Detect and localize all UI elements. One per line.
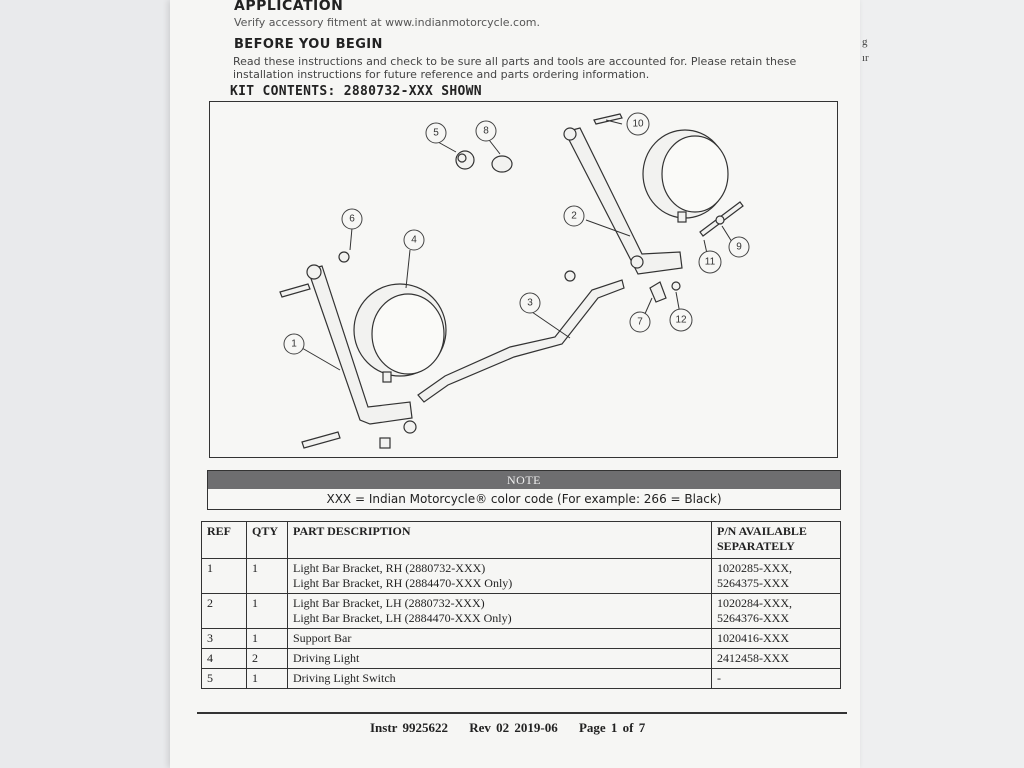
parts-table xyxy=(201,521,841,689)
note-heading: NOTE xyxy=(208,471,840,489)
cell-qty: 1 xyxy=(247,559,288,594)
driving-light-top-part xyxy=(643,130,728,222)
svg-text:1: 1 xyxy=(291,338,297,350)
svg-text:3: 3 xyxy=(527,297,533,309)
svg-text:4: 4 xyxy=(411,234,417,246)
table-row xyxy=(202,594,841,629)
callout-7 xyxy=(630,312,650,332)
svg-text:10: 10 xyxy=(632,118,644,130)
table-row xyxy=(202,669,841,689)
driving-light-left-part xyxy=(354,284,446,382)
cell-pn xyxy=(712,559,841,594)
callout-6 xyxy=(342,209,362,229)
callout-3 xyxy=(520,293,540,313)
note-box xyxy=(207,470,841,510)
callout-2 xyxy=(564,206,584,226)
pn-line: 1020285-XXX, xyxy=(717,561,792,575)
cell-pn: - xyxy=(712,669,841,689)
cell-ref: 3 xyxy=(202,629,247,649)
svg-text:7: 7 xyxy=(637,316,643,328)
svg-text:5: 5 xyxy=(433,127,439,139)
cell-description xyxy=(288,559,712,594)
cell-qty: 1 xyxy=(247,629,288,649)
cell-description: Driving Light Switch xyxy=(288,669,712,689)
kit-contents-heading: KIT CONTENTS: 2880732-XXX SHOWN xyxy=(230,84,482,99)
table-row xyxy=(202,559,841,594)
cell-description: Driving Light xyxy=(288,649,712,669)
cell-description: Support Bar xyxy=(288,629,712,649)
kit-diagram-illustration xyxy=(210,102,837,457)
cell-qty: 1 xyxy=(247,594,288,629)
cell-pn xyxy=(712,594,841,629)
callout-11 xyxy=(699,251,721,273)
cell-description xyxy=(288,594,712,629)
description-line: Light Bar Bracket, RH (2884470-XXX Only) xyxy=(293,576,513,590)
before-you-begin-heading: BEFORE YOU BEGIN xyxy=(234,37,383,52)
description-line: Light Bar Bracket, LH (2880732-XXX) xyxy=(293,596,485,610)
instruction-number: Instr 9925622 xyxy=(370,720,448,735)
svg-text:11: 11 xyxy=(704,256,716,268)
cell-qty: 1 xyxy=(247,669,288,689)
cell-qty: 2 xyxy=(247,649,288,669)
callout-12 xyxy=(670,309,692,331)
callout-10 xyxy=(627,113,649,135)
svg-text:6: 6 xyxy=(349,213,355,225)
pn-line: 5264375-XXX xyxy=(717,576,789,590)
callout-8 xyxy=(476,121,496,141)
description-line: Light Bar Bracket, LH (2884470-XXX Only) xyxy=(293,611,512,625)
header-ref: REF xyxy=(202,522,247,559)
table-row xyxy=(202,649,841,669)
table-header-row xyxy=(202,522,841,559)
cell-ref: 4 xyxy=(202,649,247,669)
pn-line: 1020284-XXX, xyxy=(717,596,792,610)
page-number: Page 1 of 7 xyxy=(578,720,646,735)
application-text: Verify accessory fitment at www.indianmotorcycle.com. xyxy=(234,16,541,29)
svg-text:9: 9 xyxy=(736,241,742,253)
svg-text:2: 2 xyxy=(571,210,577,222)
cell-pn: 2412458-XXX xyxy=(712,649,841,669)
table-row xyxy=(202,629,841,649)
callout-5 xyxy=(426,123,446,143)
revision: Rev 02 2019-06 xyxy=(469,720,558,735)
svg-text:12: 12 xyxy=(675,314,687,326)
svg-text:8: 8 xyxy=(483,125,489,137)
callout-9 xyxy=(729,237,749,257)
footer-rule xyxy=(197,712,847,714)
kit-diagram xyxy=(209,101,838,458)
underlying-page xyxy=(840,0,1024,768)
cell-ref: 5 xyxy=(202,669,247,689)
underlying-page-text: g xyxy=(862,36,868,48)
pn-line: 5264376-XXX xyxy=(717,611,789,625)
header-qty: QTY xyxy=(247,522,288,559)
note-text: XXX = Indian Motorcycle® color code (For example: 266 = Black) xyxy=(326,492,722,506)
underlying-page-text: ır xyxy=(862,52,869,64)
header-pn: P/N AVAILABLE SEPARATELY xyxy=(712,522,841,559)
header-part-description: PART DESCRIPTION xyxy=(288,522,712,559)
cell-ref: 1 xyxy=(202,559,247,594)
footer xyxy=(370,720,661,736)
cell-pn: 1020416-XXX xyxy=(712,629,841,649)
application-heading: APPLICATION xyxy=(234,0,344,14)
before-you-begin-text: Read these instructions and check to be sure all parts and tools are accounted for. Please retain these installation instructions for future reference and parts ordering information. xyxy=(233,55,797,81)
cell-ref: 2 xyxy=(202,594,247,629)
callout-4 xyxy=(404,230,424,250)
callout-1 xyxy=(284,334,304,354)
switch-and-ring-parts xyxy=(456,151,512,172)
description-line: Light Bar Bracket, RH (2880732-XXX) xyxy=(293,561,486,575)
